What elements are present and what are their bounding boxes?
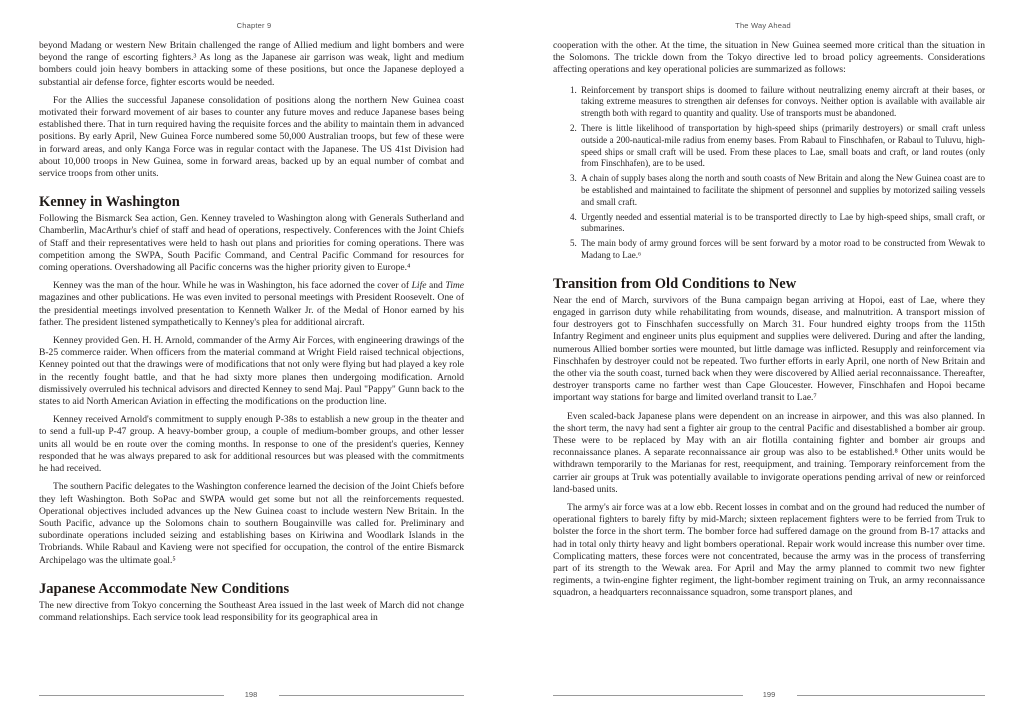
list-item: 3. A chain of supply bases along the north and south coasts of New Britain and along the New Guinea coast are to be established and maintained to facilitate the shipment of personnel and supplies by motorized sailing vessels and small craft. [579,173,985,208]
paragraph: Even scaled-back Japanese plans were dependent on an increase in airpower, and this was also planned. In the short term, the navy had sent a fighter air group to the central Pacific and disestablished a bomber air group. These were to be replaced by May with an air flotilla containing fighter and bomber air groups and reconnaissance planes. A separate reconnaissance air group was also to be established.⁸ Other units would be withdrawn temporarily to the Marianas for rest, reequipment, and training. Temporary reinforcement from the carrier air groups at Truk was potentially available to invigorate operations pending arrival of new or reinforced land-based units. [553,410,985,495]
list-item: 1. Reinforcement by transport ships is doomed to failure without neutralizing enemy aircraft at their bases, or taking extreme measures to strengthen air defenses for convoys. Neither option is available with available air strength both with regard to quantity and quality. Use of transports must be abandoned. [579,85,985,120]
list-item: 4. Urgently needed and essential material is to be transported directly to Lae by high-speed ships, small craft, or submarines. [579,212,985,236]
section-heading-transition: Transition from Old Conditions to New [553,275,797,292]
footer-rule [553,695,743,696]
paragraph: The new directive from Tokyo concerning the Southeast Area issued in the last week of March did not change command relationships. Each service took lead responsibility for its geographical area in [39,599,464,623]
list-item: 2. There is little likelihood of transportation by high-speed ships (primarily destroyers) or small craft unless outside a 200-nautical-mile radius from enemy bases. From Rabaul to Finschhafen, or Rabaul to Tuluvu, high-speed ships or small craft will be used. From these places to Lae, small boats and craft, or land routes (only from Finschhafen), are to be used. [579,123,985,170]
paragraph: beyond Madang or western New Britain challenged the range of Allied medium and light bombers and were beyond the range of escorting fighters.³ As long as the Japanese air garrison was weak, light and medium bombers could join heavy bombers in attacking some of these positions, but once the Japanese deployed a substantial air defense force, fighter escorts would be needed. [39,40,464,88]
left-page [0,0,508,728]
text-run: Kenney was the man of the hour. While he was in Washington, his face adorned the cover of [53,280,412,292]
footer-rule [797,695,985,696]
right-page [509,0,1017,728]
paragraph: For the Allies the successful Japanese consolidation of positions along the northern New Guinea coast motivated their forward movement of air bases to counter any future moves and reduce Japanese bases being established there. That in turn required having the requisite forces and the ability to maintain them in advanced positions. By early April, New Guinea Force numbered some 50,000 Australian troops, but few of these were in forward areas, and only Kanga Force was in regular contact with the Japanese. The US 41st Division had about 10,000 troops in New Guinea, some in forward areas, backed up by an equal number of combat and service troops from other units. [39,94,464,180]
text-run: magazines and other publications. He was even invited to personal meetings with President Roosevelt. One of the presidential meetings involved presentation to Kenneth Walker Jr. of the Medal of Honor earned by his father. The president listened sympathetically to Kenney's plea for additional aircraft. [39,292,464,328]
footer-rule [39,695,224,696]
footer-rule [279,695,464,696]
section-heading-kenney: Kenney in Washington [39,194,180,211]
paragraph: Kenney received Arnold's commitment to supply enough P-38s to establish a new group in the theater and to send a full-up P-47 group. A heavy-bomber group, a couple of medium-bomber groups, and other lesser units all would be en route over the coming months. In response to one of the president's queries, Kenney responded that he was always prepared to ask for additional resources but was pleased with the commitments he had received. [39,414,464,475]
page-number-right: 199 [762,690,776,699]
italic-title-time: Time [445,280,464,292]
paragraph: Near the end of March, survivors of the Buna campaign began arriving at Hopoi, east of Lae, where they engaged in garrison duty while rehabilitating from wounds, disease, and malnutrition. A transport mission of four destroyers got to Finschhafen successfully on March 31. Four hundred eighty troops from the 115th Infantry Regiment and engineer units plus equipment and supplies were delivered. During and after the landing, numerous Allied bomber sorties were mounted, but little damage was inflicted. Resupply and reinforcement via Finschhafen by destroyer could not be repeated. Two further efforts in early April, one north of New Britain and the other via the south coast, turned back when they were discovered by Allied aerial reconnaissance. Thereafter, destroyer transports came no farther west than Cape Gloucester. However, Finschhafen and Hopoi became important way stations for barge and limited overland transit to Lae.⁷ [553,294,985,404]
right-text-column [553,40,985,606]
considerations-list [553,85,985,262]
left-text-column [39,40,464,630]
paragraph: Kenney provided Gen. H. H. Arnold, commander of the Army Air Forces, with engineering drawings of the B-25 commerce raider. When officers from the material command at Wright Field raised technical objections, Kenney pointed out that the drawings were of modifications that not only were flying but had played a key role in the recently fought battle, and that he had sixty more planes then undergoing modification. Arnold dismissively overruled his technical advisors and directed Kenney to send Maj. Paul "Pappy" Gunn back to the states to aid North American Aviation in effecting the modifications on the production line. [39,335,464,408]
page-number-left: 198 [244,690,258,699]
running-head-left: Chapter 9 [236,21,272,30]
paragraph: Following the Bismarck Sea action, Gen. Kenney traveled to Washington along with Generals Sutherland and Chamberlin, MacArthur's chief of staff and head of operations, respectively. Conferences with the Joint Chiefs of Staff and their representatives were held to hash out plans and priorities for coming operations. There was competition among the SWPA, South Pacific Command, and Central Pacific Command for resources for coming operations. Overshadowing all Pacific concerns was the higher priority given to Europe.⁴ [39,213,464,274]
italic-title-life: Life [411,280,427,292]
list-item: 5. The main body of army ground forces will be sent forward by a motor road to be constructed from Wewak to Madang to Lae.⁶ [579,238,985,262]
section-heading-japanese: Japanese Accommodate New Conditions [39,580,290,597]
text-run: and [426,280,446,292]
paragraph [39,280,464,329]
paragraph: The southern Pacific delegates to the Washington conference learned the decision of the Joint Chiefs before they left Washington. Both SoPac and SWPA would get some but not all the reinforcements requested. Operational objectives included advances up the New Guinea coast to include western New Britain. In the South Pacific, advance up the Solomons chain to southern Bougainville was called for. Preliminary and subordinate operations included seizing and establishing bases on Kiriwina and Woodlark Islands in the Trobriands. While Rabaul and Kavieng were not specified for occupation, the control of the entire Bismarck Archipelago was the ultimate goal.⁵ [39,481,464,566]
paragraph: The army's air force was at a low ebb. Recent losses in combat and on the ground had reduced the number of operational fighters to barely fifty by mid-March; sixteen replacement fighters were to be ferried from Truk to bolster the force in the short term. The bomber force had suffered damage on the ground from B-17 attacks and had in total only thirty heavy and light bombers operational. Repair work would increase this number over time. Complicating matters, these forces were not concentrated, because the army was in the process of transferring part of its strength to the Wewak area. For April and May the army planned to commit two new fighter regiments, a twin-engine fighter regiment, the light-bomber regiment training on Truk, an army reconnaissance squadron, a headquarters reconnaissance squadron, some transport planes, and [553,502,985,599]
running-head-right: The Way Ahead [735,21,791,30]
paragraph: cooperation with the other. At the time, the situation in New Guinea seemed more critical than the situation in the Solomons. The trickle down from the Tokyo directive led to broad policy agreements. Considerations affecting operations and key operational policies are summarized as follows: [553,40,985,76]
